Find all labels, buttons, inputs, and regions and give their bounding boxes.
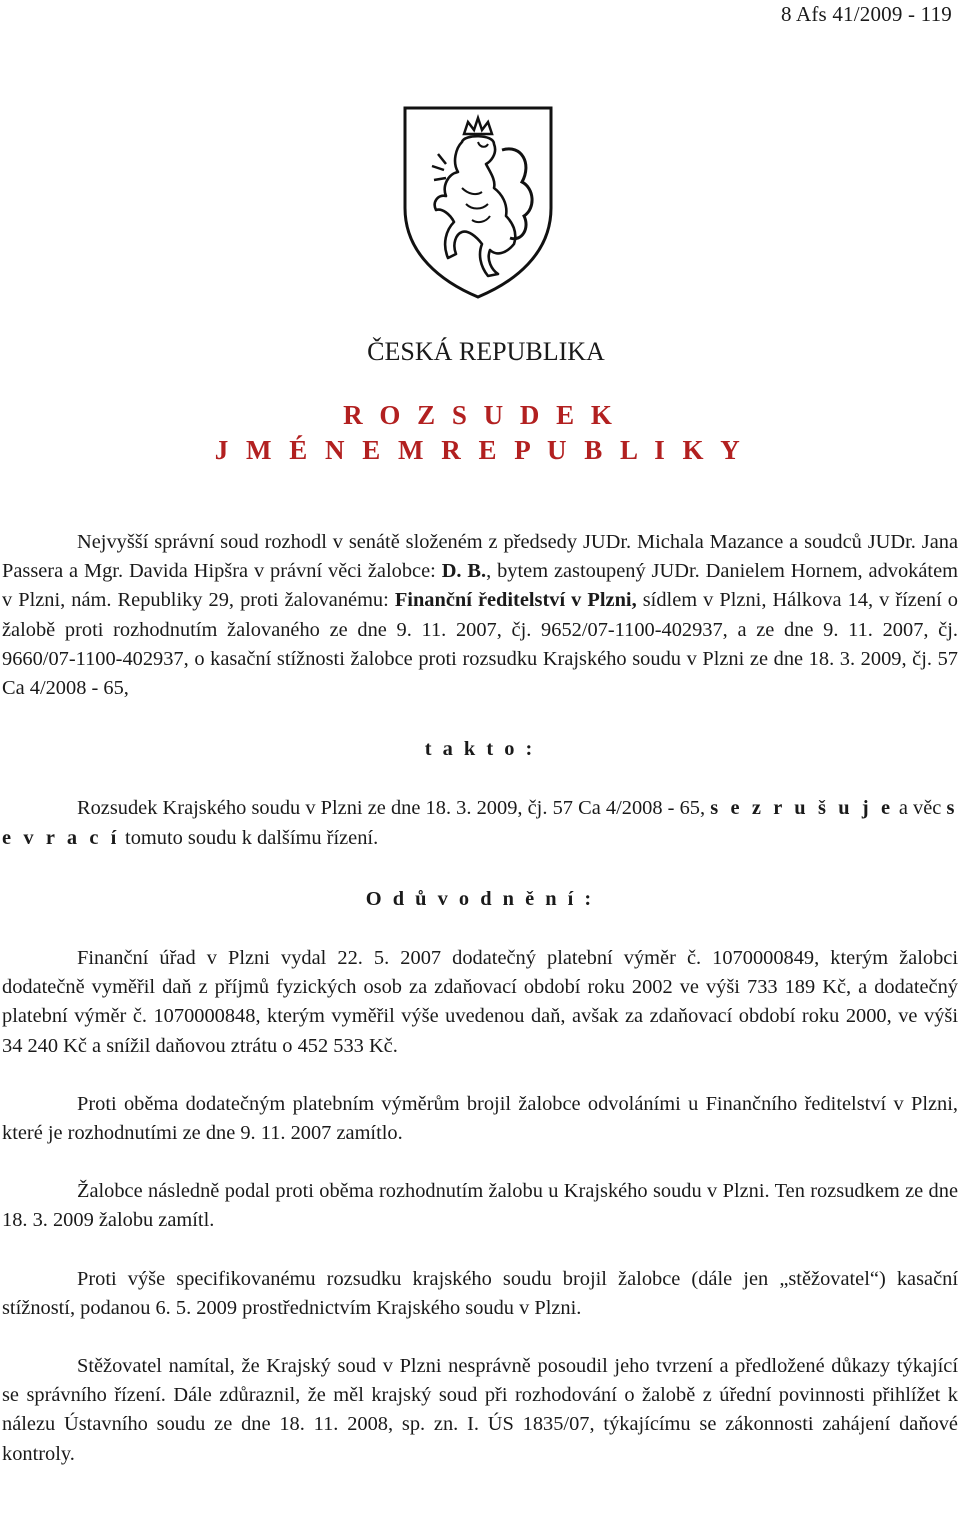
reasoning-paragraph: Stěžovatel namítal, že Krajský soud v Plzni nesprávně posoudil jeho tvrzení a předložené důkazy týkající se správního řízení. Dále zdůraznil, že měl krajský soud při rozhodování o žalobě z úřední povinnosti přihlížet k nálezu Ústavního soudu ze dne 18. 11. 2008, sp. zn. I. ÚS 1835/07, týkajícímu se zákonnosti zahájení daňové kontroly.: [2, 1355, 958, 1465]
in-name-of-republic-title: J M É N E M R E P U B L I K Y: [214, 435, 746, 465]
ruling-text: tomuto soudu k dalšímu řízení.: [119, 826, 379, 849]
reasoning-heading: O d ů v o d n ě n í :: [365, 887, 595, 910]
intro-text: sídlem v Plzni, Hálkova 14, v řízení o žalobě proti rozhodnutím žalovaného ze dne 9. 11. 2007, čj. 9652/07-1100-402937, a ze dne 9. 11. 2007, čj. 9660/07-1100-402937, o kasační stížnosti žalobce proti rozsudku Krajského soudu v Plzni ze dne 18. 3. 2009, čj. 57 Ca 4/2008 - 65,: [2, 589, 958, 700]
reasoning-paragraph: Proti oběma dodatečným platebním výměrům brojil žalobce odvoláními u Finančního ředitelství v Plzni, které je rozhodnutími ze dne 9. 11. 2007 zamítlo.: [2, 1092, 958, 1145]
czech-lion-coat-of-arms-icon: [402, 104, 554, 300]
plaintiff-name: D. B.: [441, 560, 487, 583]
reasoning-paragraph: Proti výše specifikovanému rozsudku krajského soudu brojil žalobce (dále jen „stěžovatel“) kasační stížností, podanou 6. 5. 2009 prostřednictvím Krajského soudu v Plzni.: [2, 1267, 958, 1319]
reasoning-paragraph: Finanční úřad v Plzni vydal 22. 5. 2007 dodatečný platební výměr č. 1070000849, kterým žalobci dodatečně vyměřil daň z příjmů fyzických osob za zdaňovací období roku 2002 ve výši 733 189 Kč, a dodatečný platební výměr č. 1070000848, kterým vyměřil výše uvedenou daň, avšak za zdaňovací období roku 2000, ve výši 34 240 Kč a snížil daňovou ztrátu o 452 533 Kč.: [2, 947, 958, 1057]
ruling-text: Rozsudek Krajského soudu v Plzni ze dne 18. 3. 2009, čj. 57 Ca 4/2008 - 65,: [77, 797, 711, 820]
intro-text: Nejvyšší správní soud rozhodl v senátě složeném z předsedy JUDr. Michala Mazance a soudců JUDr. Jana Passera a Mgr. Davida Hipšra v právní věci žalobce:: [2, 531, 958, 583]
intro-paragraph: [2, 528, 958, 703]
defendant-name: Finanční ředitelství v Plzni,: [394, 589, 637, 612]
ruling-paragraph: [2, 794, 958, 852]
case-number: 8 Afs 41/2009 - 119: [780, 2, 952, 26]
verdict-title: R O Z S U D E K: [343, 400, 617, 430]
ruling-returned: s e v r a c í: [2, 797, 959, 849]
ruling-annulled: s e z r u š u j e: [710, 797, 894, 820]
takto-heading: t a k t o :: [424, 738, 536, 761]
judgment-body: [2, 528, 958, 1469]
country-title: ČESKÁ REPUBLIKA: [367, 337, 605, 366]
reasoning-paragraph: Žalobce následně podal proti oběma rozhodnutím žalobu u Krajského soudu v Plzni. Ten rozsudkem ze dne 18. 3. 2009 žalobu zamítl.: [2, 1180, 958, 1232]
intro-text: , bytem zastoupený JUDr. Danielem Hornem, advokátem v Plzni, nám. Republiky 29, proti žalovanému:: [2, 560, 958, 612]
ruling-text: a věc: [893, 797, 947, 820]
